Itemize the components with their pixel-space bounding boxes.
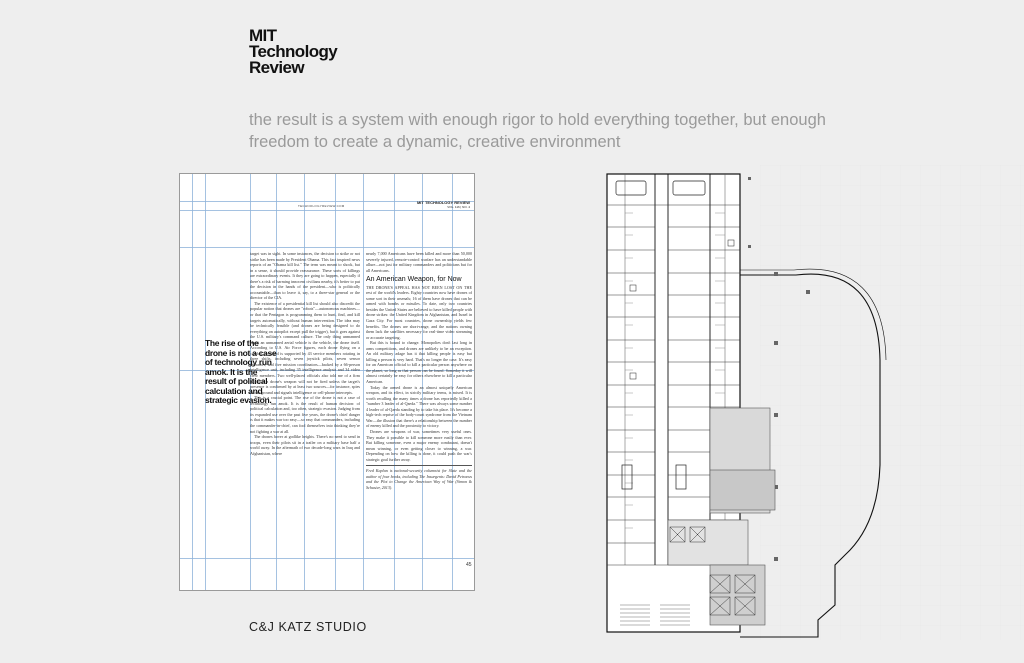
studio-credit: C&J KATZ STUDIO [249, 620, 367, 634]
magazine-header-right [417, 200, 470, 209]
logo-line-3: Review [249, 58, 304, 77]
grid-guide [180, 247, 474, 248]
grid-guide [180, 210, 474, 211]
article-column-2 [366, 251, 472, 569]
author-bio: Fred Kaplan is national-security columnist for Slate and the author of four books, including The Insurgents: David Petraeus and the Plot to Change the American Way of War (Simon & Schuster, 2013). [366, 465, 472, 490]
page-number: 45 [466, 562, 472, 568]
floor-plan-drawing [560, 165, 1024, 640]
mit-technology-review-logo [249, 28, 337, 76]
logo-line-2: Technology [249, 42, 338, 61]
logo-line-1: MIT [249, 26, 277, 45]
paragraph: But this is bound to change. Monopolies don't last long in arms competitions, and drones are unlikely to be an exception. An old military adage has it that killing people is easy but killing a person is very hard. That's no longer the case. It's easy for an American official to kill a particular person anywhere on the planet, so long as that person can be found. Someday it will almost certainly be easy for others elsewhere to kill a particular American. [366, 340, 472, 385]
article-column-1 [250, 251, 360, 569]
paragraph: The existence of a presidential kill list should also discredit the popular notion that drones are "robots"—autonomous machines—or that the Pentagon is programming them to hunt, find, and kill targets automatically, without human intervention. The idea may be technically feasible (and drones are being designed to do everything on autopilot except pull the trigger), but it goes against the U.S. military's command culture. The only thing unmanned about an unmanned aerial vehicle is the vehicle, the drone itself. According to U.S. Air Force figures, each drone flying on a combat air patrol is supported by 43 service members rotating in three shifts, including seven joystick pilots, seven sensor operators, and five mission coordinators—backed by a 66-person intelligence unit, including 35 intelligence analysts and 34 video crew members. Two well-placed officials also told me of a firm rule that a drone's weapon will not be fired unless the target's presence is confirmed by at least two sources—for instance, spies on the ground and signals intelligence or cell-phone intercepts. [250, 300, 360, 395]
paragraph: nearly 7,000 Americans have been killed and more than 50,000 severely injured, remote-control warfare has an understandable allure—not just for military commanders and politicians but for all Americans. [366, 251, 472, 273]
paragraph: Today the armed drone is an almost uniquely American weapon, and its effect, in strictly military terms, is mixed. It is worth recalling the many times a drone has reportedly killed a "number 3 leader of al-Qaeda." There was always some number 4 leader of al-Qaeda standing by to take his place. It's become a high-tech reprise of the body-count syndrome from the Vietnam War—the illusion that there's a relationship between the number of enemy killed and the proximity to victory. [366, 384, 472, 429]
tagline: the result is a system with enough rigor to hold everything together, but enough freedom to create a dynamic, creative environment [249, 111, 826, 151]
paragraph: This is a crucial point. The rise of the drone is not a case of technology run amok. It is the result of human decision: of political calculation and, too often, strategic evasion. Judging from its expanded use over the past five years, the drone's chief danger is that it makes war too easy—so easy that commanders, including the commander-in-chief, can fool themselves into thinking they're not fighting a war at all. [250, 395, 360, 434]
paragraph: THE DRONE'S APPEAL HAS NOT BEEN LOST ON THE rest of the world's leaders. Eighty countries now have drones of some sort in their arsenals; 16 of them have drones that can be armed with bombs or missiles. To date, only two countries besides the United States are believed to have killed people with drone strikes: the United Kingdom in Afghanistan, and Israel in Gaza City. For most countries, drone ownership yields few benefits. The drones are short-range, and the nations owning them lack the satellites necessary for real-time video streaming or accurate targeting. [366, 284, 472, 340]
background-grid [760, 165, 1024, 640]
magazine-header-issue: VOL. 116 | NO. 4 [447, 205, 470, 209]
paragraph: target was in sight. In some instances, the decision to strike or not strike has been made by President Obama. This fact inspired news reports of an "Obama kill list." The term was meant to shock, but in a sense, it should provide reassurance. These sorts of killings are extraordinary events. It they are going to happen, especially if there's a risk of harming innocent civilians nearby, it's better to put the decision in the hands of the president—who is politically accountable—than to leave it, say, to a three-star general or the director of the CIA. [250, 251, 360, 301]
magazine-header-title: MIT TECHNOLOGY REVIEW [416, 200, 470, 205]
article-subhead: An American Weapon, for Now [366, 276, 462, 284]
paragraph: Drones are weapons of war, sometimes very useful ones. They make it possible to kill someone more easily than ever. But killing someone, even a major enemy combatant, doesn't mean winning, or even getting closer to winning, a war. Depending on how the killing is done, it could push the war's strategic goal further away. [366, 428, 472, 462]
grid-guide [192, 174, 193, 590]
pull-quote: The rise of the drone is not a case of technology run amok. It is the result of political calculation and strategic evasion. [205, 338, 277, 405]
magazine-header-left: TECHNOLOGYREVIEW.COM [298, 204, 345, 208]
paragraph: The drones hover at godlike heights. There's no need to send in troops, even their pilots sit in a trailer on a military base half a world away. In the aftermath of two decade-long wars in Iraq and Afghanistan, where [250, 434, 360, 456]
magazine-page [179, 173, 475, 591]
grid-guide [363, 174, 364, 590]
